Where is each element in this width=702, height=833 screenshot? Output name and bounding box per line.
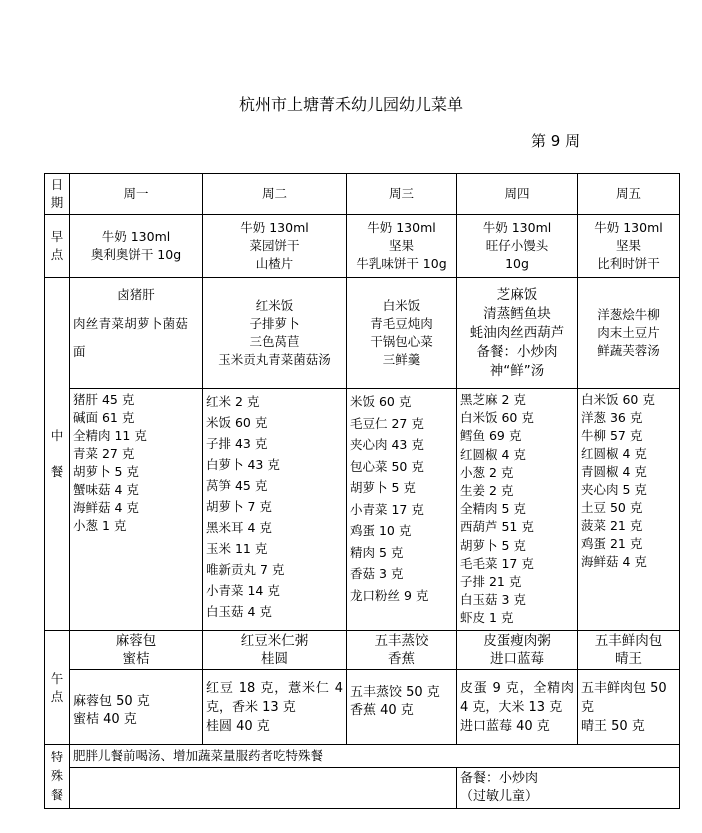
menu-title: 杭州市上塘菁禾幼儿园幼儿菜单: [238, 95, 463, 114]
breakfast-mon: 牛奶 130ml 奥利奥饼干 10g: [70, 215, 203, 278]
special-empty-cell: [70, 768, 457, 809]
day-header-fri: 周五: [578, 174, 680, 215]
menu-table: [44, 173, 680, 809]
snack-items-tue: 红豆米仁粥 桂圆: [203, 631, 347, 670]
snack-label-cell: 午 点: [45, 631, 70, 745]
lunch-ingredients-row: [45, 389, 680, 631]
lunch-dishes-fri: 洋葱烩牛柳 肉末土豆片 鲜蔬芙蓉汤: [578, 278, 680, 389]
date-label-cell: 日 期: [45, 174, 70, 215]
header-row: [45, 174, 680, 215]
lunch-dishes-mon: 卤猪肝 肉丝青菜胡萝卜菌菇面: [70, 278, 203, 389]
snack-ingredients-thu: 皮蛋 9 克，全精肉 4 克，大米 13 克 进口蓝莓 40 克: [457, 670, 578, 745]
lunch-dishes-tue: 红米饭 子排萝卜 三色莴苣 玉米贡丸青菜菌菇汤: [203, 278, 347, 389]
lunch-ingredients-fri: 白米饭 60 克 洋葱 36 克 牛柳 57 克 红圆椒 4 克 青圆椒 4 克 夹心肉 5 克 土豆 50 克 菠菜 21 克 鸡蛋 21 克 海鲜菇 4 克: [578, 389, 680, 631]
special-backup-row: [45, 768, 680, 809]
lunch-ingredients-tue: 红米 2 克 米饭 60 克 子排 43 克 白萝卜 43 克 莴笋 45 克 胡萝卜 7 克 黑米耳 4 克 玉米 11 克 唯新贡丸 7 克 小青菜 14 克 白玉菇 4 克: [203, 389, 347, 631]
snack-items-wed: 五丰蒸饺 香蕉: [347, 631, 457, 670]
breakfast-row: [45, 215, 680, 278]
day-header-tue: 周二: [203, 174, 347, 215]
breakfast-wed: 牛奶 130ml 坚果 牛乳味饼干 10g: [347, 215, 457, 278]
breakfast-fri: 牛奶 130ml 坚果 比利时饼干: [578, 215, 680, 278]
lunch-ingredients-wed: 米饭 60 克 毛豆仁 27 克 夹心肉 43 克 包心菜 50 克 胡萝卜 5 克 小青菜 17 克 鸡蛋 10 克 精肉 5 克 香菇 3 克 龙口粉丝 9 克: [347, 389, 457, 631]
lunch-dishes-wed: 白米饭 青毛豆炖肉 干锅包心菜 三鲜羹: [347, 278, 457, 389]
snack-ingredients-row: [45, 670, 680, 745]
breakfast-tue: 牛奶 130ml 菜园饼干 山楂片: [203, 215, 347, 278]
snack-ingredients-tue: 红豆 18 克，薏米仁 4 克，香米 13 克 桂圆 40 克: [203, 670, 347, 745]
special-backup-cell: 备餐：小炒肉 （过敏儿童）: [457, 768, 680, 809]
breakfast-label-cell: 早 点: [45, 215, 70, 278]
snack-ingredients-fri: 五丰鲜肉包 50 克 晴王 50 克: [578, 670, 680, 745]
special-note-row: [45, 745, 680, 768]
week-number: 第 9 周: [531, 132, 581, 150]
snack-ingredients-mon: 麻蓉包 50 克 蜜桔 40 克: [70, 670, 203, 745]
snack-items-mon: 麻蓉包 蜜桔: [70, 631, 203, 670]
special-meal-note: 肥胖儿餐前喝汤、增加蔬菜量服药者吃特殊餐: [70, 745, 680, 768]
snack-items-row: [45, 631, 680, 670]
lunch-ingredients-thu: 黑芝麻 2 克 白米饭 60 克 鳕鱼 69 克 红圆椒 4 克 小葱 2 克 生姜 2 克 全精肉 5 克 西葫芦 51 克 胡萝卜 5 克 毛毛菜 17 克 子排 21 克 白玉菇 3 克 虾皮 1 克: [457, 389, 578, 631]
breakfast-thu: 牛奶 130ml 旺仔小馒头 10g: [457, 215, 578, 278]
snack-ingredients-wed: 五丰蒸饺 50 克 香蕉 40 克: [347, 670, 457, 745]
day-header-thu: 周四: [457, 174, 578, 215]
day-header-wed: 周三: [347, 174, 457, 215]
lunch-dishes-thu: 芝麻饭 清蒸鳕鱼块 蚝油肉丝西葫芦 备餐：小炒肉 神“鲜”汤: [457, 278, 578, 389]
snack-items-fri: 五丰鲜肉包 晴王: [578, 631, 680, 670]
lunch-ingredients-mon: 猪肝 45 克 碱面 61 克 全精肉 11 克 青菜 27 克 胡萝卜 5 克 蟹味菇 4 克 海鲜菇 4 克 小葱 1 克: [70, 389, 203, 631]
day-header-mon: 周一: [70, 174, 203, 215]
lunch-label-cell: 中 餐: [45, 278, 70, 631]
lunch-dishes-row: [45, 278, 680, 389]
special-label-cell: 特 殊 餐: [45, 745, 70, 809]
snack-items-thu: 皮蛋瘦肉粥 进口蓝莓: [457, 631, 578, 670]
